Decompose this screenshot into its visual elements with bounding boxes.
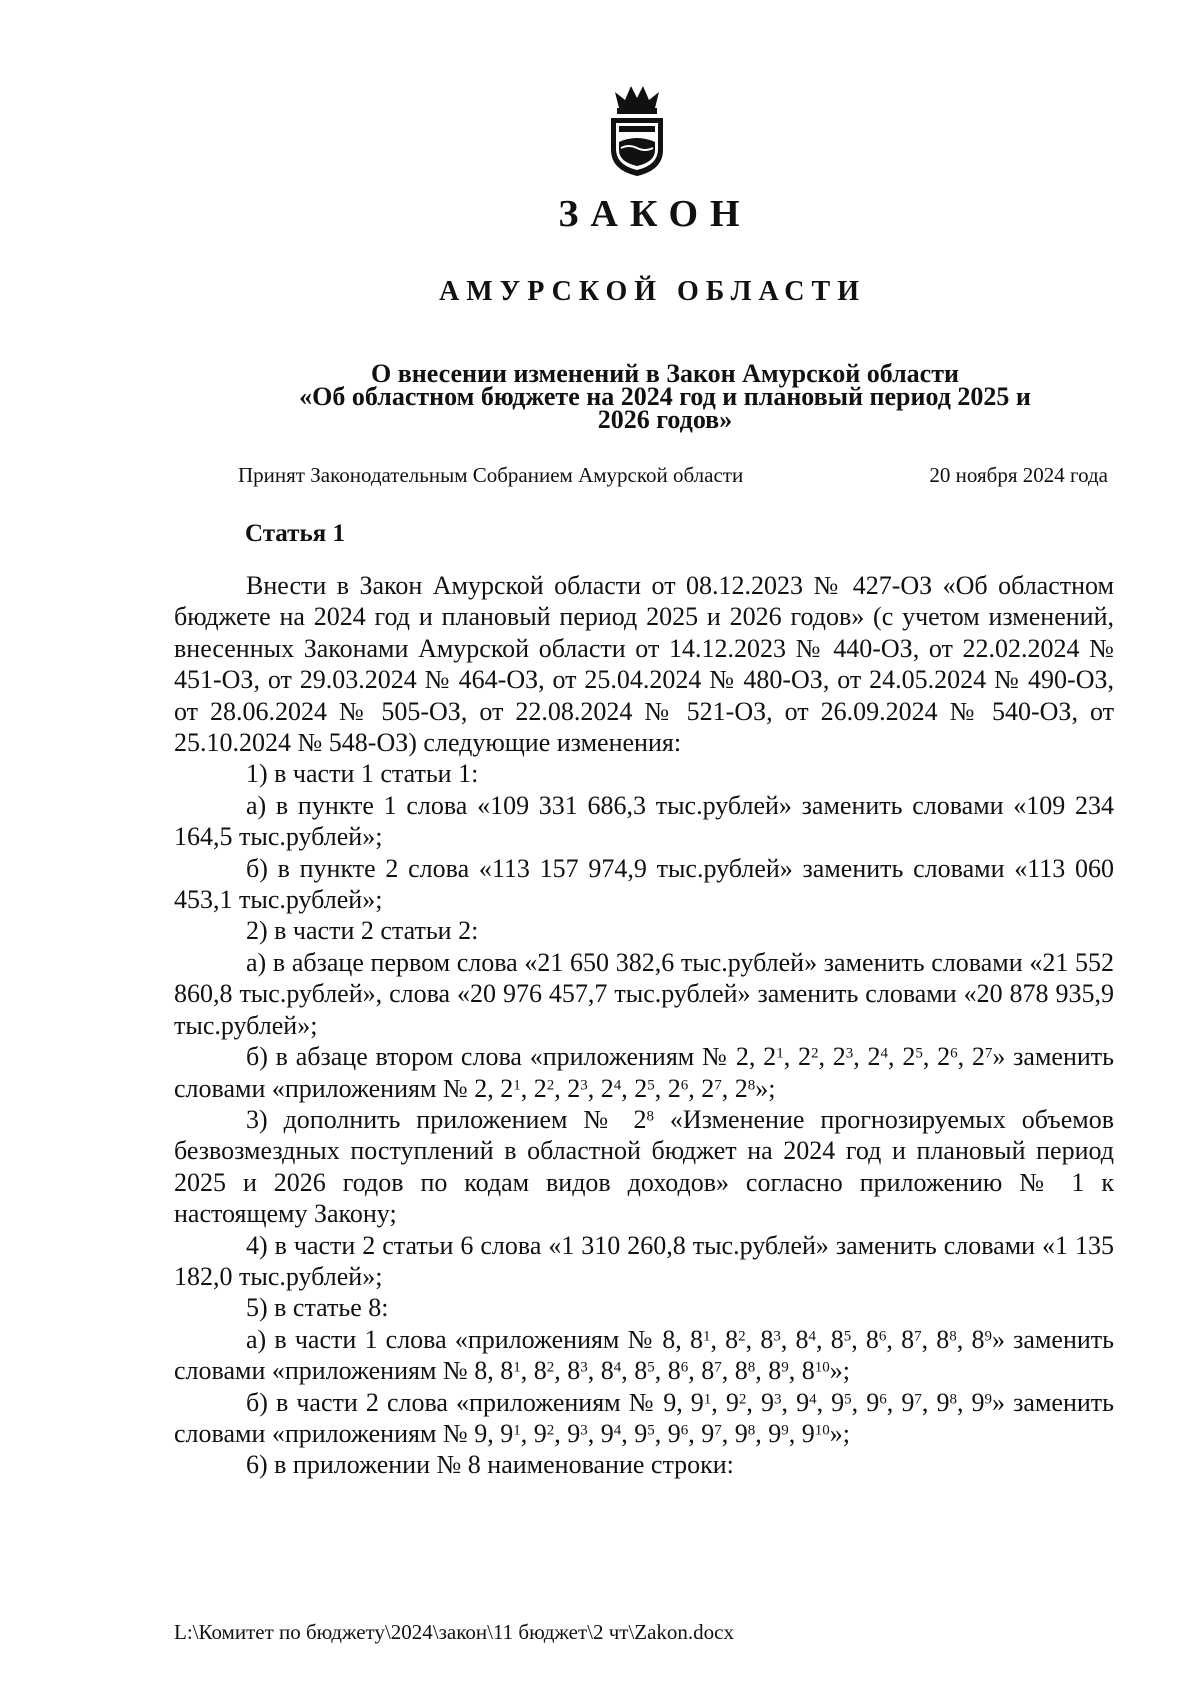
subject-line: 2026 годов» [597,405,733,434]
list-item: а) в абзаце первом слова «21 650 382,6 тыс.рублей» заменить словами «21 552 860,8 тыс.рублей», слова «20 976 457,7 тыс.рублей» заменить словами «20 878 935,9 тыс.рублей»; [174,947,1114,1040]
region-title: АМУРСКОЙ ОБЛАСТИ [439,276,866,307]
list-item: а) в пункте 1 слова «109 331 686,3 тыс.рублей» заменить словами «109 234 164,5 тыс.рублей»; [174,790,1114,852]
subject-line: «Об областном бюджете на 2024 год и плановый период 2025 и [299,382,1031,411]
list-item: б) в абзаце втором слова «приложениям № 2, $2^1$, $2^2$, $2^3$, $2^4$, $2^5$, $2^6$, $2^7$» заменить словами «приложениям № 2, $2^1$, $2^2$, $2^3$, $2^4$, $2^5$, $2^6$, $2^7$, $2^8$»; [174,1042,1115,1103]
text-run: » заменить словами «приложениям № 8, 8 [174,1324,1114,1386]
text-run: 3) дополнить приложением № 2 [246,1104,647,1134]
text-run: б) в части 2 слова «приложениям № 9, 9 [246,1387,704,1417]
text-run: а) в части 1 слова «приложениям № 8, 8 [246,1324,703,1354]
list-item: б) в пункте 2 слова «113 157 974,9 тыс.рублей» заменить словами «113 060 453,1 тыс.рублей»; [174,853,1114,915]
list-item: 5) в статье 8: [246,1293,389,1323]
adopted-date: 20 ноября 2024 года [929,463,1108,487]
adoption-info [238,463,1108,488]
article-heading: Статья 1 [245,520,345,547]
text-run: «Изменение прогнозируемых объемов безвозмездных поступлений в областной бюджет на 2024 год и плановый период 2025 и 2026 годов по кодам видов доходов» согласно приложению № 1 к настоящему Закону; [174,1104,1114,1229]
law-title: ЗАКОН [558,193,752,235]
intro-paragraph: Внести в Закон Амурской области от 08.12.2023 № 427-ОЗ «Об областном бюджете на 2024 год и плановый период 2025 и 2026 годов» (с учетом изменений, внесенных Законами Амурской области от 14.12.2023 № 440-ОЗ, от 22.02.2024 № 451-ОЗ, от 29.03.2024 № 464-ОЗ, от 25.04.2024 № 480-ОЗ, от 24.05.2024 № 490-ОЗ, от 28.06.2024 № 505-ОЗ, от 22.08.2024 № 521-ОЗ, от 26.09.2024 № 540-ОЗ, от 25.10.2024 № 548-ОЗ) следующие изменения: [174,571,1114,758]
list-item: 6) в приложении № 8 наименование строки: [246,1450,734,1480]
text-run: » заменить словами «приложениям № 9, 9 [174,1387,1114,1448]
text-run: » заменить словами «приложениям № 2, 2 [174,1042,1115,1103]
text-run: б) в абзаце втором слова «приложениям № 2, 2 [246,1042,777,1072]
law-subject [230,359,1100,434]
list-item: 4) в части 2 статьи 6 слова «1 310 260,8 тыс.рублей» заменить словами «1 135 182,0 тыс.рублей»; [174,1230,1114,1291]
subject-line: О внесении изменений в Закон Амурской области [371,359,959,388]
list-item: б) в части 2 слова «приложениям № 9, $9^1$, $9^2$, $9^3$, $9^4$, $9^5$, $9^6$, $9^7$, $9^8$, $9^9$» заменить словами «приложениям № 9, $9^1$, $9^2$, $9^3$, $9^4$, $9^5$, $9^6$, $9^7$, $9^8$, $9^9$, $9^{10}$»; [174,1387,1114,1448]
adopted-by: Принят Законодательным Собранием Амурской области [238,463,744,487]
article-body [174,570,1114,1481]
list-item: 1) в части 1 статьи 1: [246,759,479,789]
file-path-footer: L:\Комитет по бюджету\2024\закон\11 бюджет\2 чт\Zakon.docx [174,1620,735,1644]
list-item: а) в части 1 слова «приложениям № 8, $8^1$, $8^2$, $8^3$, $8^4$, $8^5$, $8^6$, $8^7$, $8^8$, $8^9$» заменить словами «приложениям № 8, $8^1$, $8^2$, $8^3$, $8^4$, $8^5$, $8^6$, $8^7$, $8^8$, $8^9$, $8^{10}$»; [174,1324,1114,1386]
amur-region-coat-of-arms-icon [605,78,669,178]
list-item: 3) дополнить приложением № $2^8$ «Изменение прогнозируемых объемов безвозмездных поступлений в областной бюджет на 2024 год и плановый период 2025 и 2026 годов по кодам видов доходов» согласно приложению № 1 к настоящему Закону; [174,1104,1114,1229]
list-item: 2) в части 2 статьи 2: [246,916,479,946]
